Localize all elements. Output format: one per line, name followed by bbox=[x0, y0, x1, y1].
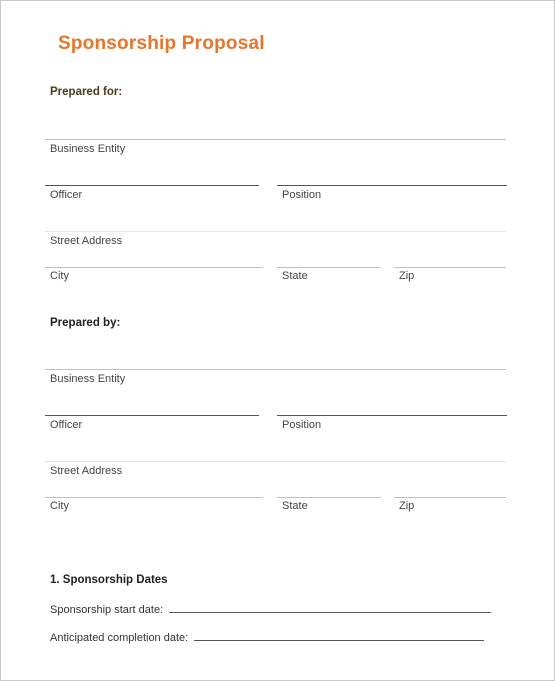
prepared-for-officer-label: Officer bbox=[50, 189, 83, 201]
prepared-by-street-line[interactable] bbox=[45, 461, 506, 462]
page-title: Sponsorship Proposal bbox=[58, 33, 265, 54]
prepared-for-position-line[interactable] bbox=[277, 185, 507, 186]
prepared-for-state-line[interactable] bbox=[277, 267, 381, 268]
prepared-for-position-label: Position bbox=[282, 189, 322, 201]
prepared-for-zip-label: Zip bbox=[399, 270, 415, 282]
prepared-by-zip-label: Zip bbox=[399, 500, 415, 512]
prepared-by-zip-line[interactable] bbox=[394, 497, 506, 498]
completion-date-label: Anticipated completion date: bbox=[50, 632, 189, 644]
prepared-for-business-entity-label: Business Entity bbox=[50, 143, 126, 155]
prepared-by-business-entity-label: Business Entity bbox=[50, 373, 126, 385]
prepared-for-heading: Prepared for: bbox=[50, 86, 123, 98]
prepared-for-city-label: City bbox=[50, 270, 69, 282]
prepared-for-street-label: Street Address bbox=[50, 235, 123, 247]
prepared-by-state-label: State bbox=[282, 500, 308, 512]
prepared-for-business-entity-line[interactable] bbox=[45, 139, 506, 140]
prepared-by-city-label: City bbox=[50, 500, 69, 512]
prepared-for-city-line[interactable] bbox=[45, 267, 263, 268]
completion-date-field[interactable] bbox=[194, 630, 484, 641]
prepared-for-state-label: State bbox=[282, 270, 308, 282]
prepared-by-position-label: Position bbox=[282, 419, 322, 431]
prepared-by-street-label: Street Address bbox=[50, 465, 123, 477]
start-date-field[interactable] bbox=[169, 602, 491, 613]
prepared-for-zip-line[interactable] bbox=[394, 267, 506, 268]
prepared-by-business-entity-line[interactable] bbox=[45, 369, 506, 370]
prepared-by-city-line[interactable] bbox=[45, 497, 263, 498]
prepared-by-state-line[interactable] bbox=[277, 497, 381, 498]
prepared-by-heading: Prepared by: bbox=[50, 317, 121, 329]
prepared-by-officer-line[interactable] bbox=[45, 415, 259, 416]
start-date-label: Sponsorship start date: bbox=[50, 604, 164, 616]
prepared-for-street-line[interactable] bbox=[45, 231, 506, 232]
prepared-by-officer-label: Officer bbox=[50, 419, 83, 431]
start-date-row bbox=[50, 602, 491, 616]
completion-date-row bbox=[50, 630, 484, 644]
prepared-by-position-line[interactable] bbox=[277, 415, 507, 416]
sponsorship-dates-heading: 1. Sponsorship Dates bbox=[50, 574, 168, 586]
prepared-for-officer-line[interactable] bbox=[45, 185, 259, 186]
